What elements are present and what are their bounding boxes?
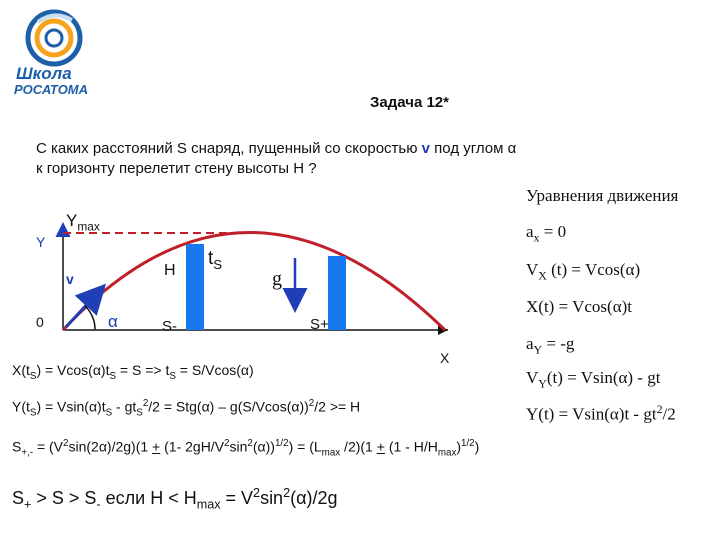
eq-x: X(t) = Vcos(α)t: [526, 297, 632, 316]
eq-vx: $V_X$ (t) = Vcos(α): [526, 260, 641, 283]
origin-label: 0: [36, 314, 44, 330]
trajectory-curve: [63, 233, 445, 331]
page-title: Задача 12*: [370, 94, 449, 111]
eq-vy: $V_Y(t) = Vsin(\alpha)$ - gt: [526, 368, 661, 391]
eq-ay: $a_Y = -g$: [526, 334, 575, 357]
velocity-arrow: [66, 288, 102, 327]
eq-ax: $a_x = 0$: [526, 222, 567, 245]
y-axis-label: Y: [36, 234, 46, 250]
formula-s-plus-minus: $S_{+,-} = (V^2\sin(2\alpha)/2g)(1 + (1-$ $2gH/V^2\sin^2(\alpha))^{1/2}) = (L_{max}$ $/2)(1 + (1 - H/H_{max})^{1/2})$: [12, 438, 480, 459]
eq-y: $Y(t) = Vsin(\alpha)t - gt^2/2$: [526, 402, 676, 424]
question-line-2: к горизонту перелетит стену высоты H ?: [36, 160, 317, 177]
s-minus-label: S-: [162, 318, 177, 335]
wall-right: [328, 256, 346, 330]
formula-xts: $X(t_S) = Vcos(\alpha)t_S = S => t_S = S/Vcos(\alpha)$: [12, 362, 254, 382]
angle-arc: [85, 306, 95, 330]
angle-label: α: [108, 312, 118, 331]
gravity-label: g: [272, 268, 282, 290]
wall-left: [186, 244, 204, 330]
logo-text-school: Школа: [16, 64, 72, 83]
question-line-1: С каких расстояний S снаряд, пущенный со скоростью v под углом α: [36, 140, 517, 157]
formula-condition: $S_+ > S > S_-$ если $H < H_{max} = V^2\sin^2(\alpha)/2g$: [12, 486, 338, 512]
time-s-label: $t_S$: [208, 248, 223, 272]
x-axis-label: X: [440, 350, 450, 366]
equations-title: Уравнения движения: [526, 186, 679, 205]
velocity-label: v: [66, 271, 74, 287]
s-plus-label: S+: [310, 316, 329, 333]
ymax-label: $Y_{max}$: [66, 211, 100, 234]
height-label: H: [164, 262, 176, 279]
logo-text-rosatom: РОСАТОМА: [14, 82, 89, 97]
formula-yts: $Y(t_S) = Vsin(\alpha)t_S - gt_S^2/2 = Stg(\alpha) - g(S/Vcos(\alpha))^2/2 >= H$: [12, 398, 361, 419]
